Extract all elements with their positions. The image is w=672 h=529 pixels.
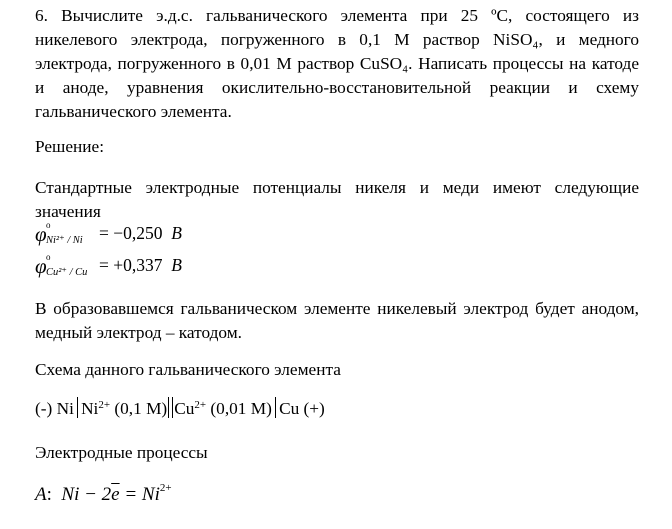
nickel-charge: 2+ [98,399,111,411]
galvanic-cell-schema [35,397,325,421]
potential-unit: B [171,223,182,243]
reaction-label: A [35,484,47,505]
copper-concentration: (0,01 M) [210,399,272,418]
potential-value [99,255,182,276]
anode-reaction [35,484,172,506]
copper-charge: 2+ [194,399,207,411]
phase-boundary [77,397,78,418]
phi-symbol: φ [35,254,47,278]
schema-label: Схема данного гальванического элемента [35,360,341,379]
salt-bridge [168,397,173,418]
intro-text: Стандартные электродные потенциалы никеля и меди имеют следующие значения [35,178,639,221]
potential-value [99,223,182,244]
electrode-processes-label: Электродные процессы [35,443,208,462]
reaction-charge: 2+ [159,482,172,494]
cathode-side: Cu (+) [279,399,325,418]
phi-symbol: φ [35,222,47,246]
degree-mark: o [46,252,51,262]
potential-unit: B [171,255,182,275]
electron-symbol: $\overline{e}$ [111,484,120,505]
degree-mark: o [46,220,51,230]
potential-value-number: = +0,337 [99,255,163,275]
phase-boundary [275,397,276,418]
copper-ion: Cu [174,399,195,418]
potential-subscript: Ni²⁺ / Ni [46,235,83,246]
nickel-ion: Ni [81,399,99,418]
potential-subscript: Cu²⁺ / Cu [46,267,88,278]
solution-label: Решение: [35,137,104,156]
nickel-concentration: (0,1 M) [114,399,168,418]
anode-cathode-text: В образовавшемся гальваническом элементе никелевый электрод будет анодом, медный электрод – катодом. [35,299,639,342]
reaction-lhs: Ni − 2 [61,484,112,505]
potential-value-number: = −0,250 [99,223,163,243]
reaction-colon: : [46,484,52,505]
problem-text: 6. Вычислите э.д.с. гальванического элемента при 25 ºС, состоящего из никелевого электрода, погруженного в 0,1 М раствор NiSO₄, и медного электрода, погруженного в 0,01 М раствор CuSO₄. Написать процессы на катоде и аноде, уравнения окислительно-восстановительной реакции и схему гальванического элемента. [35,6,639,121]
reaction-rhs: = Ni [119,484,160,505]
anode-side: (-) Ni [35,399,74,418]
